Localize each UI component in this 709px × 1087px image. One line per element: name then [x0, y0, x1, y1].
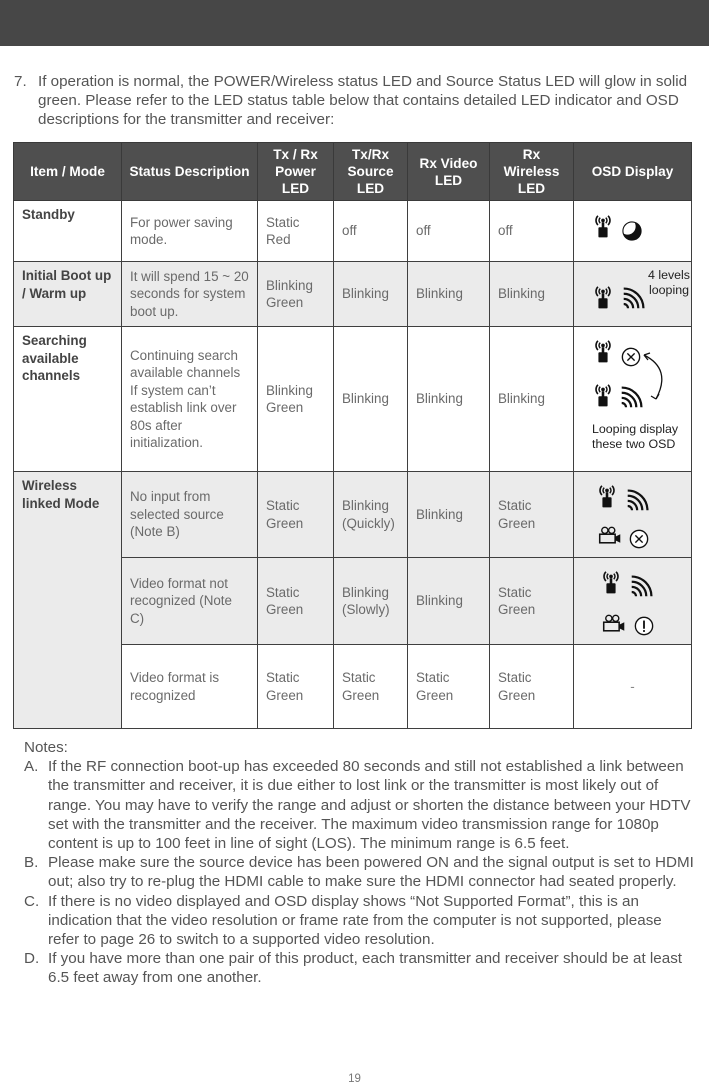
note-item: [24, 892, 694, 950]
step-text: If operation is normal, the POWER/Wireless status LED and Source Status LED will glow in solid green. Please refer to the LED status table below that contains detailed LED indicator and OSD descriptions for the transmitter and receiver:: [38, 73, 688, 128]
note-item: [24, 949, 694, 987]
note-text: If the RF connection boot-up has exceeded 80 seconds and still not established a link between the transmitter and receiver, it is due either to lost link or the transmitter is most likely out of range. You may have to verify the range and adjust or shorten the distance between your HDTV set with the transmitter and the receiver. The maximum video transmission range for 1080p content is up to 100 feet in line of sight (LOS). The minimum range is 6.5 feet.: [48, 758, 691, 853]
wireless-tower-icon: [600, 568, 622, 594]
video-led-cell: Blinking: [408, 262, 490, 327]
note-text: If you have more than one pair of this product, each transmitter and receiver should be at least 6.5 feet away from one another.: [48, 950, 683, 987]
video-led-cell: Blinking: [408, 472, 490, 558]
note-letter: C.: [24, 892, 40, 910]
table-header-row: [14, 143, 692, 201]
notes-section: [24, 738, 694, 988]
osd-note: 4 levels looping: [647, 268, 690, 297]
video-camera-icon: [602, 614, 626, 633]
wireless-tower-icon: [592, 381, 614, 407]
notes-title: Notes:: [24, 739, 68, 756]
power-led-cell: Static Green: [258, 472, 334, 558]
source-led-cell: off: [334, 201, 408, 262]
table-row: [14, 201, 692, 262]
header-video-led: Rx Video LED: [408, 143, 490, 201]
wireless-tower-icon: [592, 283, 614, 309]
wireless-led-cell: Static Green: [490, 645, 574, 729]
header-bar: [0, 0, 709, 46]
wireless-tower-icon: [596, 482, 618, 508]
step-number: 7.: [14, 73, 27, 90]
header-item-mode: Item / Mode: [14, 143, 122, 201]
video-led-cell: Blinking: [408, 558, 490, 645]
source-led-cell: Blinking: [334, 327, 408, 472]
power-led-cell: Static Green: [258, 645, 334, 729]
item-cell: Wireless linked Mode: [14, 472, 122, 729]
loop-arrow-icon: [638, 347, 678, 407]
note-item: [24, 757, 694, 853]
wireless-led-cell: Blinking: [490, 262, 574, 327]
video-led-cell: off: [408, 201, 490, 262]
status-cell: It will spend 15 ~ 20 seconds for system boot up.: [122, 262, 258, 327]
page-number: 19: [348, 1073, 361, 1085]
signal-strength-icon: [626, 488, 650, 512]
source-led-cell: Blinking (Slowly): [334, 558, 408, 645]
osd-note: Looping display these two OSD: [592, 422, 679, 451]
header-osd-display: OSD Display: [574, 143, 692, 201]
header-power-led: Tx / Rx Power LED: [258, 143, 334, 201]
item-cell: Initial Boot up / Warm up: [14, 262, 122, 327]
wireless-led-cell: Static Green: [490, 472, 574, 558]
osd-cell: [574, 558, 692, 645]
status-cell: Video format is recognized: [122, 645, 258, 729]
power-led-cell: Blinking Green: [258, 327, 334, 472]
table-row: [14, 472, 692, 558]
power-led-cell: Static Red: [258, 201, 334, 262]
item-cell: Searching available channels: [14, 327, 122, 472]
source-led-cell: Blinking: [334, 262, 408, 327]
signal-strength-icon: [630, 574, 654, 598]
osd-cell: [574, 472, 692, 558]
osd-cell: -: [574, 645, 692, 729]
header-status-description: Status Description: [122, 143, 258, 201]
video-led-cell: Static Green: [408, 645, 490, 729]
wireless-led-cell: Static Green: [490, 558, 574, 645]
note-text: Please make sure the source device has been powered ON and the signal output is set to HDMI out; also try to re-plug the HDMI cable to make sure the HDMI connector had seated properly.: [48, 854, 694, 891]
wireless-led-cell: Blinking: [490, 327, 574, 472]
led-status-table: [13, 142, 692, 729]
note-text: If there is no video displayed and OSD display shows “Not Supported Format”, this is an indication that the video resolution or frame rate from the computer is not supported, please refer to page 26 to switch to a supported video resolution.: [48, 892, 662, 949]
table-row: [14, 262, 692, 327]
table-row: [14, 327, 692, 472]
moon-icon: [622, 221, 642, 241]
status-cell: Continuing search available channels If system can’t establish link over 80s after initialization.: [122, 327, 258, 472]
power-led-cell: Blinking Green: [258, 262, 334, 327]
wireless-tower-icon: [592, 212, 614, 238]
power-led-cell: Static Green: [258, 558, 334, 645]
osd-cell: [574, 201, 692, 262]
video-camera-icon: [598, 526, 622, 545]
note-item: [24, 853, 694, 891]
osd-cell: [574, 262, 692, 327]
intro-step: [14, 72, 694, 129]
osd-cell: [574, 327, 692, 472]
exclamation-circle-icon: [634, 616, 654, 636]
header-wireless-led: Rx Wireless LED: [490, 143, 574, 201]
wireless-led-cell: off: [490, 201, 574, 262]
status-cell: For power saving mode.: [122, 201, 258, 262]
header-source-led: Tx/Rx Source LED: [334, 143, 408, 201]
note-letter: B.: [24, 854, 39, 872]
status-cell: No input from selected source (Note B): [122, 472, 258, 558]
video-led-cell: Blinking: [408, 327, 490, 472]
item-cell: Standby: [14, 201, 122, 262]
note-letter: D.: [24, 950, 40, 968]
status-cell: Video format not recognized (Note C): [122, 558, 258, 645]
wireless-tower-icon: [592, 337, 614, 363]
note-letter: A.: [24, 758, 39, 776]
x-circle-icon: [629, 529, 649, 549]
source-led-cell: Blinking (Quickly): [334, 472, 408, 558]
source-led-cell: Static Green: [334, 645, 408, 729]
